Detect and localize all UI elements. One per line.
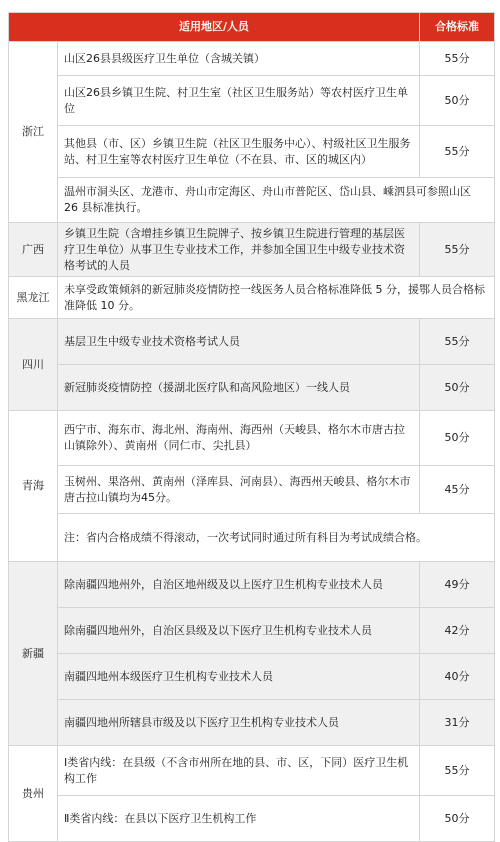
row-desc: 其他县（市、区）乡镇卫生院（社区卫生服务中心）、村级社区卫生服务站、村卫生室等农村医疗卫生单位（不在县、市、区的城区内） (58, 126, 420, 178)
row-note: 注：省内合格成绩不得滚动，一次考试同时通过所有科目为考试成绩合格。 (58, 514, 495, 562)
row-note: 未享受政策倾斜的新冠肺炎疫情防控一线医务人员合格标准降低 5 分，援鄂人员合格标准降低 10 分。 (58, 277, 495, 319)
table-row (9, 319, 495, 365)
row-desc: 西宁市、海东市、海北州、海南州、海西州（天峻县、格尔木市唐古拉山镇除外）、黄南州（同仁市、尖扎县） (58, 411, 420, 466)
row-score: 50分 (420, 411, 495, 466)
row-desc: 南疆四地州本级医疗卫生机构专业技术人员 (58, 654, 420, 700)
table-row (9, 277, 495, 319)
table-row (9, 466, 495, 514)
table-row (9, 42, 495, 76)
row-score: 55分 (420, 746, 495, 796)
row-desc: 玉树州、果洛州、黄南州（泽库县、河南县）、海西州天峻县、格尔木市唐古拉山镇均为45分。 (58, 466, 420, 514)
row-desc: 基层卫生中级专业技术资格考试人员 (58, 319, 420, 365)
table-row (9, 126, 495, 178)
table-row (9, 365, 495, 411)
row-score: 55分 (420, 42, 495, 76)
row-score: 49分 (420, 562, 495, 608)
table-row (9, 76, 495, 126)
row-score: 50分 (420, 76, 495, 126)
row-score: 55分 (420, 223, 495, 277)
table-header-row (9, 13, 495, 42)
row-score: 42分 (420, 608, 495, 654)
row-desc: 山区26县县级医疗卫生单位（含城关镇） (58, 42, 420, 76)
region-cell-heilongjiang: 黑龙江 (9, 277, 58, 319)
region-cell-sichuan: 四川 (9, 319, 58, 411)
table-row (9, 654, 495, 700)
table-row (9, 700, 495, 746)
row-desc: 山区26县乡镇卫生院、村卫生室（社区卫生服务站）等农村医疗卫生单位 (58, 76, 420, 126)
row-desc: 乡镇卫生院（含增挂乡镇卫生院牌子、按乡镇卫生院进行管理的基层医疗卫生单位）从事卫生专业技术工作，并参加全国卫生中级专业技术资格考试的人员 (58, 223, 420, 277)
row-score: 55分 (420, 319, 495, 365)
row-desc: 新冠肺炎疫情防控（援湖北医疗队和高风险地区）一线人员 (58, 365, 420, 411)
region-cell-guangxi: 广西 (9, 223, 58, 277)
table-row (9, 223, 495, 277)
table-row (9, 796, 495, 842)
qualification-standards-table (8, 12, 495, 842)
table-row (9, 178, 495, 223)
region-cell-zhejiang: 浙江 (9, 42, 58, 223)
table-row (9, 608, 495, 654)
row-note: 温州市洞头区、龙港市、舟山市定海区、舟山市普陀区、岱山县、嵊泗县可参照山区 26 县标准执行。 (58, 178, 495, 223)
table-row (9, 562, 495, 608)
region-cell-xinjiang: 新疆 (9, 562, 58, 746)
row-score: 31分 (420, 700, 495, 746)
region-cell-qinghai: 青海 (9, 411, 58, 562)
row-score: 40分 (420, 654, 495, 700)
row-desc: Ⅱ类省内线：在县以下医疗卫生机构工作 (58, 796, 420, 842)
row-desc: 除南疆四地州外，自治区县级及以下医疗卫生机构专业技术人员 (58, 608, 420, 654)
row-score: 55分 (420, 126, 495, 178)
row-score: 50分 (420, 365, 495, 411)
row-desc: 除南疆四地州外，自治区地州级及以上医疗卫生机构专业技术人员 (58, 562, 420, 608)
row-desc: Ⅰ类省内线：在县级（不含市州所在地的县、市、区，下同）医疗卫生机构工作 (58, 746, 420, 796)
table-row (9, 514, 495, 562)
header-score: 合格标准 (420, 13, 495, 42)
row-desc: 南疆四地州所辖县市级及以下医疗卫生机构专业技术人员 (58, 700, 420, 746)
header-region: 适用地区/人员 (9, 13, 420, 42)
region-cell-guizhou: 贵州 (9, 746, 58, 842)
table-row (9, 746, 495, 796)
row-score: 45分 (420, 466, 495, 514)
table-row (9, 411, 495, 466)
row-score: 50分 (420, 796, 495, 842)
